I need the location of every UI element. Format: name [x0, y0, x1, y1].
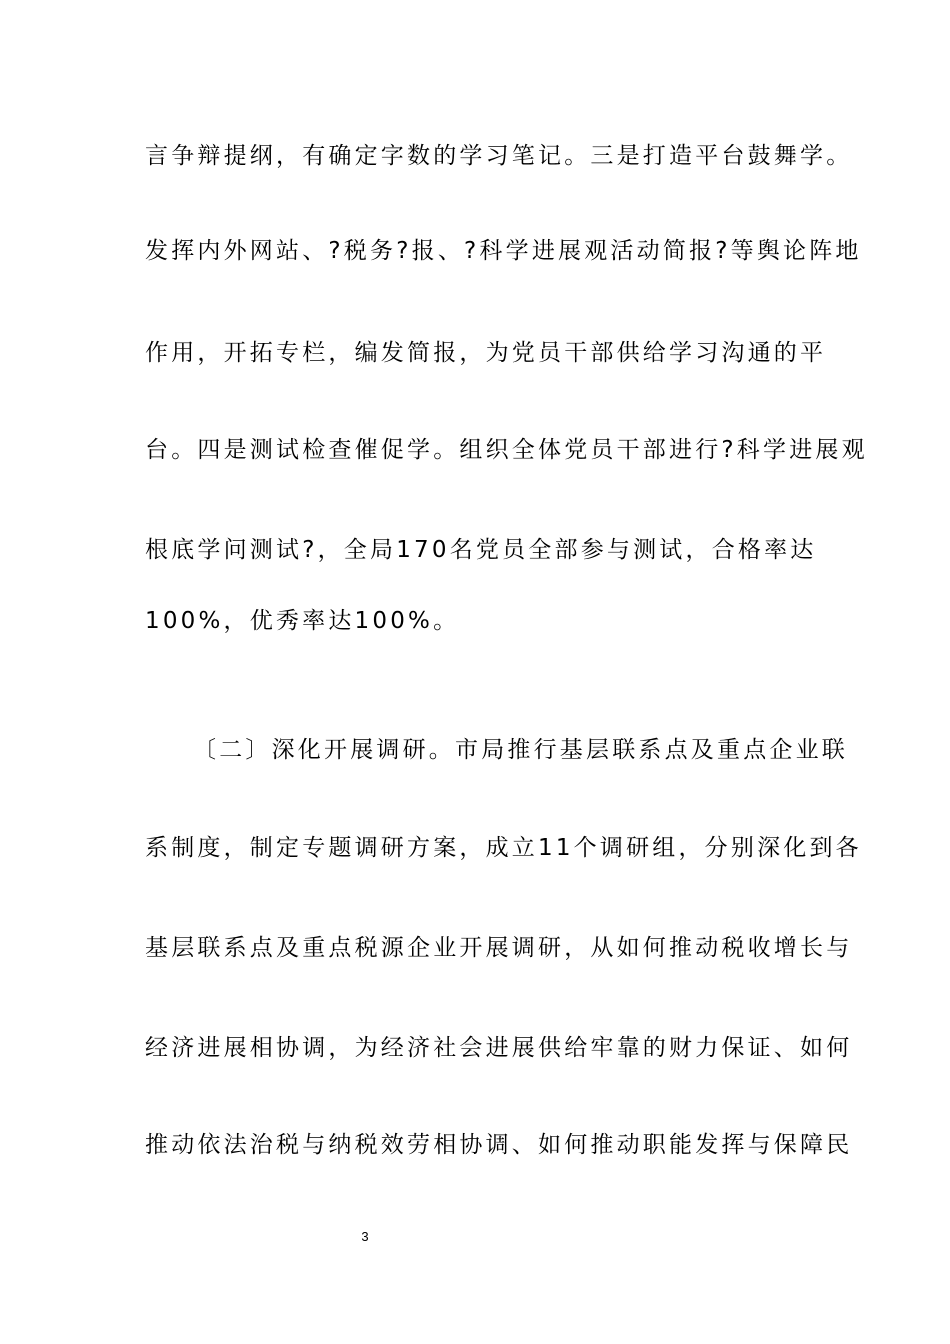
text-line-4: 台。四是测试检查催促学。组织全体党员干部进行?科学进展观 [145, 437, 868, 463]
section-heading-line: 〔二〕深化开展调研。市局推行基层联系点及重点企业联 [193, 737, 848, 763]
text-line-2: 发挥内外网站、?税务?报、?科学进展观活动简报?等舆论阵地 [145, 238, 862, 264]
text-line-8: 系制度，制定专题调研方案，成立11个调研组，分别深化到各 [145, 835, 862, 861]
text-line-1: 言争辩提纲，有确定字数的学习笔记。三是打造平台鼓舞学。 [145, 143, 853, 169]
page-number: 3 [361, 1229, 369, 1244]
text-line-11: 推动依法治税与纳税效劳相协调、如何推动职能发挥与保障民 [145, 1132, 853, 1158]
text-line-5: 根底学问测试?，全局170名党员全部参与测试，合格率达 [145, 537, 817, 563]
text-line-3: 作用，开拓专栏，编发简报，为党员干部供给学习沟通的平 [145, 340, 827, 366]
text-line-10: 经济进展相协调，为经济社会进展供给牢靠的财力保证、如何 [145, 1035, 853, 1061]
text-line-6: 100%，优秀率达100%。 [145, 608, 460, 634]
text-line-9: 基层联系点及重点税源企业开展调研，从如何推动税收增长与 [145, 935, 853, 961]
